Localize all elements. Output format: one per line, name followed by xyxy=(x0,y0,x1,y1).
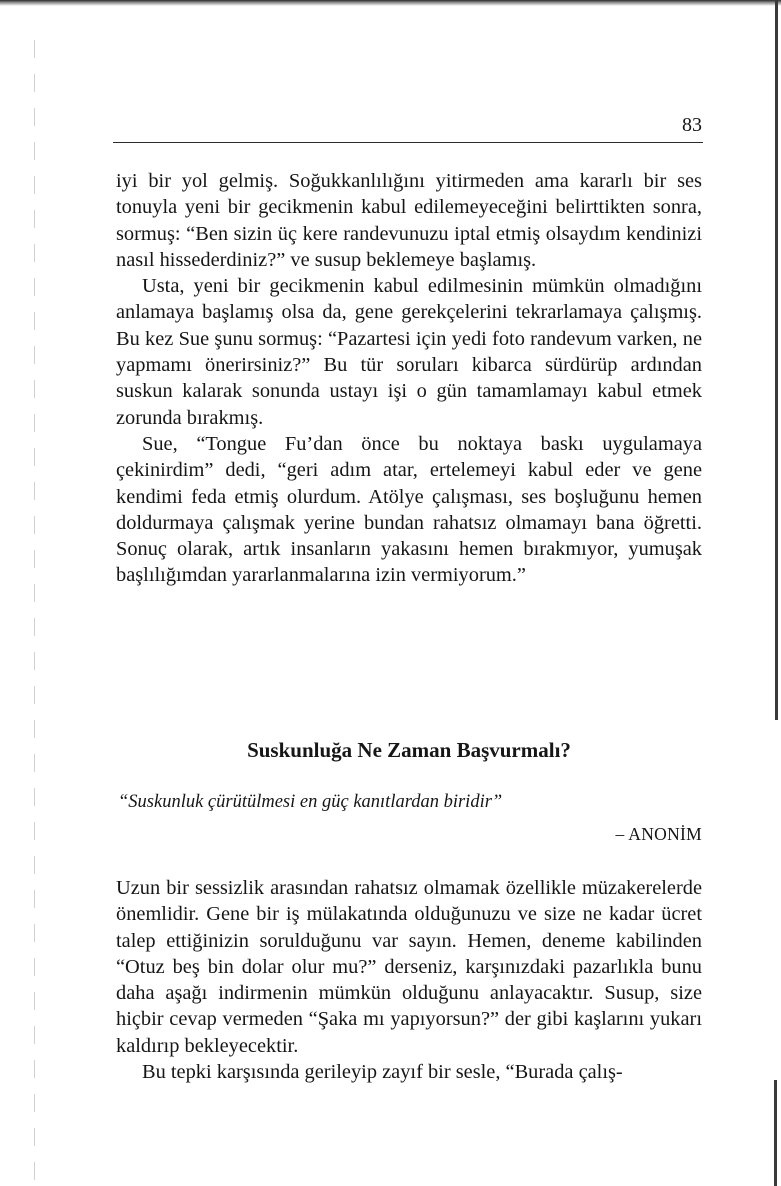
page-number: 83 xyxy=(682,114,702,136)
body-text-top xyxy=(116,168,702,589)
scan-edge-right xyxy=(775,0,778,720)
paragraph-5: Bu tepki karşısında gerileyip zayıf bir sesle, “Burada çalış- xyxy=(142,1061,623,1084)
header-rule xyxy=(113,142,703,143)
body-text-bottom xyxy=(116,875,702,1085)
paragraph-3: Sue, “Tongue Fu’dan önce bu noktaya baskı uygulamaya çekinirdim” dedi, “geri adım atar, ertelemeyi kabul eder ve gene kendimi feda etmiş olurdum. Atölye çalışması, ses boşluğunu hemen doldurmaya çalışmak yerine bundan rahatsız olmamayı bana öğretti. Sonuç olarak, artık insanların yakasını hemen bırakmıyor, yumuşak başlılığımdan yararlanmalarına izin vermiyorum.” xyxy=(116,432,702,587)
paragraph-4: Uzun bir sessizlik arasından rahatsız olmamak özellikle müzakerelerde önemlidir. Gene bir iş mülakatında olduğunuzu ve size ne kadar ücret talep ettiğinizin sorulduğunu var sayın. Hemen, deneme kabilinden “Otuz beş bin dolar olur mu?” derseniz, karşınızdaki pazarlıkla bunu daha aşağı indirmenin mümkün olduğunu anlayacaktır. Susup, size hiçbir cevap vermeden “Şaka mı yapıyorsun?” der gibi kaşlarını yukarı kaldırıp bekleyecektir. xyxy=(116,877,702,1057)
epigraph-quote: “Suskunluk çürütülmesi en güç kanıtlardan biridir” xyxy=(118,792,503,812)
scan-edge-right-lower xyxy=(774,1080,777,1186)
section-heading: Suskunluğa Ne Zaman Başvurmalı? xyxy=(247,738,571,762)
epigraph-attribution: – ANONİM xyxy=(615,824,702,844)
scan-top-edge xyxy=(0,0,781,6)
scan-gutter-left xyxy=(34,40,35,1180)
paragraph-1: iyi bir yol gelmiş. Soğukkanlılığını yitirmeden ama kararlı bir ses tonuyla yeni bir gecikmenin kabul edilemeyeceğini belirttikten sonra, sormuş: “Ben sizin üç kere randevunuzu iptal etmiş olsaydım kendinizi nasıl hissederdiniz?” ve susup beklemeye başlamış. xyxy=(116,170,702,271)
paragraph-2: Usta, yeni bir gecikmenin kabul edilmesinin mümkün olmadığını anlamaya başlamış olsa da, gene gerekçelerini tekrarlamaya çalışmış. Bu kez Sue şunu sormuş: “Pazartesi için yedi foto randevum varken, ne yapmamı önerirsiniz?” Bu tür soruları kibarca sürdürüp ardından suskun kalarak sonunda ustayı işi o gün tamamlamayı kabul etmek zorunda bırakmış. xyxy=(116,275,702,429)
